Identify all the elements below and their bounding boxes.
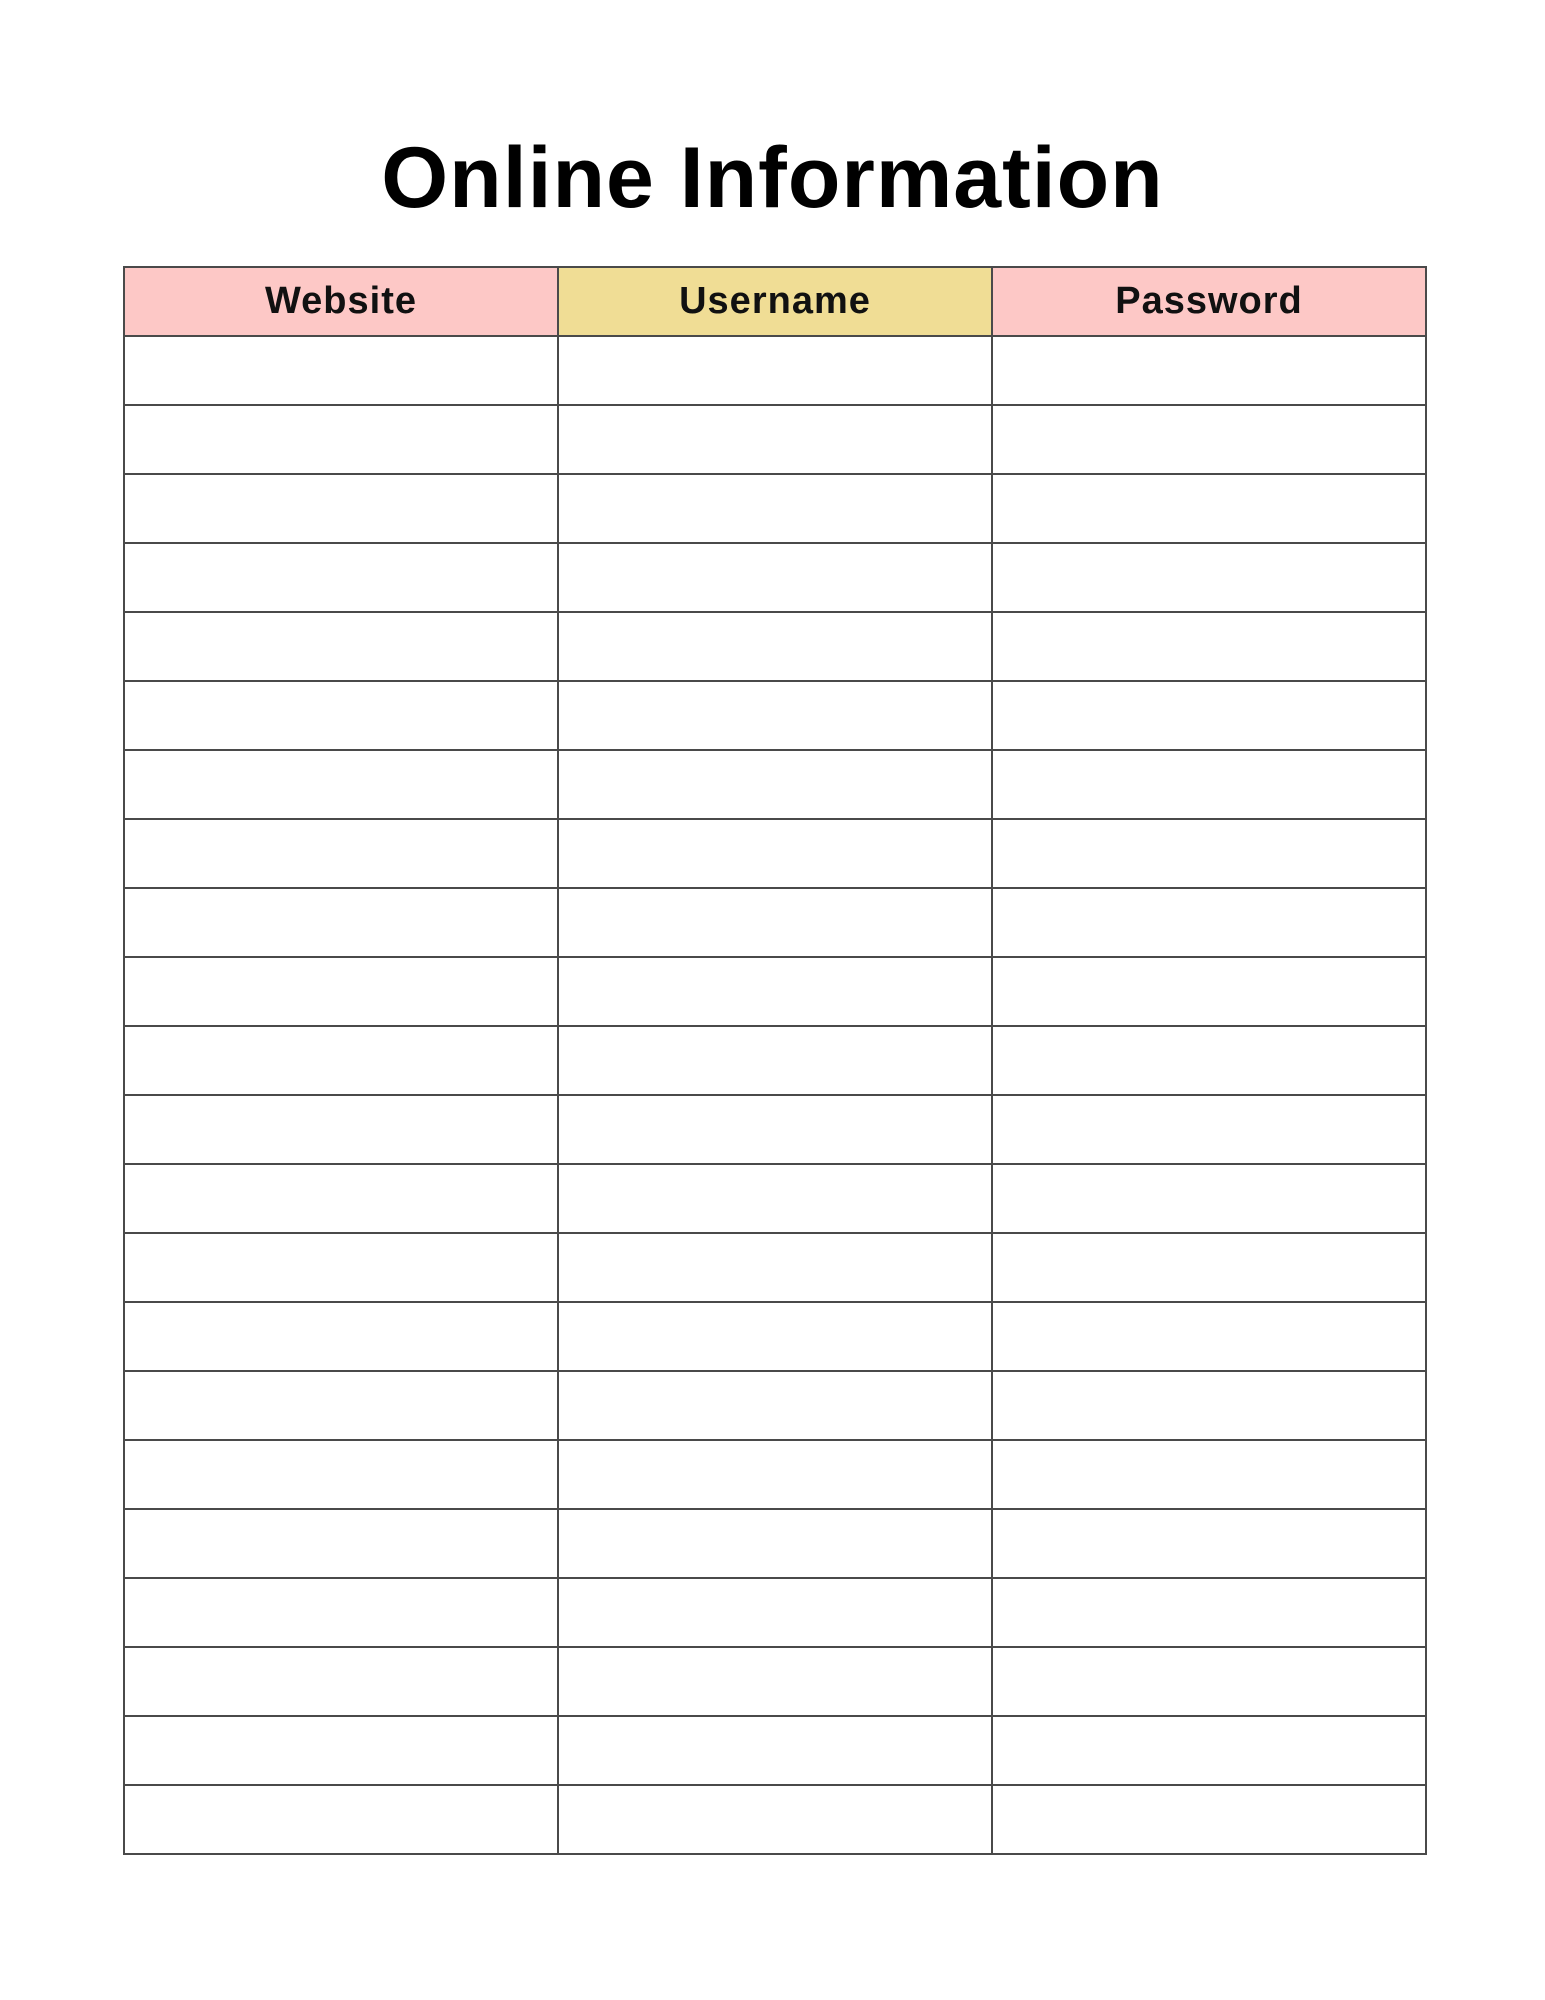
username-cell[interactable] bbox=[558, 750, 992, 819]
table-row bbox=[124, 1371, 1426, 1440]
website-cell[interactable] bbox=[124, 1302, 558, 1371]
website-cell[interactable] bbox=[124, 543, 558, 612]
website-cell[interactable] bbox=[124, 681, 558, 750]
table-row bbox=[124, 957, 1426, 1026]
password-cell[interactable] bbox=[992, 1302, 1426, 1371]
column-header-website: Website bbox=[124, 267, 558, 336]
password-cell[interactable] bbox=[992, 1647, 1426, 1716]
username-cell[interactable] bbox=[558, 1578, 992, 1647]
table-row bbox=[124, 888, 1426, 957]
username-cell[interactable] bbox=[558, 1785, 992, 1854]
table-row bbox=[124, 750, 1426, 819]
username-cell[interactable] bbox=[558, 405, 992, 474]
username-cell[interactable] bbox=[558, 888, 992, 957]
username-cell[interactable] bbox=[558, 1647, 992, 1716]
password-cell[interactable] bbox=[992, 957, 1426, 1026]
password-cell[interactable] bbox=[992, 612, 1426, 681]
website-cell[interactable] bbox=[124, 1716, 558, 1785]
username-cell[interactable] bbox=[558, 1716, 992, 1785]
username-cell[interactable] bbox=[558, 681, 992, 750]
table-row bbox=[124, 405, 1426, 474]
table-row bbox=[124, 1785, 1426, 1854]
table-row bbox=[124, 543, 1426, 612]
website-cell[interactable] bbox=[124, 750, 558, 819]
username-cell[interactable] bbox=[558, 474, 992, 543]
password-cell[interactable] bbox=[992, 888, 1426, 957]
website-cell[interactable] bbox=[124, 1095, 558, 1164]
website-cell[interactable] bbox=[124, 612, 558, 681]
table-row bbox=[124, 612, 1426, 681]
username-cell[interactable] bbox=[558, 1440, 992, 1509]
password-cell[interactable] bbox=[992, 1716, 1426, 1785]
website-cell[interactable] bbox=[124, 957, 558, 1026]
website-cell[interactable] bbox=[124, 1164, 558, 1233]
table-row bbox=[124, 1026, 1426, 1095]
password-cell[interactable] bbox=[992, 336, 1426, 405]
password-cell[interactable] bbox=[992, 474, 1426, 543]
website-cell[interactable] bbox=[124, 1509, 558, 1578]
table-row bbox=[124, 1716, 1426, 1785]
table-row bbox=[124, 336, 1426, 405]
username-cell[interactable] bbox=[558, 1095, 992, 1164]
website-cell[interactable] bbox=[124, 1371, 558, 1440]
password-cell[interactable] bbox=[992, 819, 1426, 888]
username-cell[interactable] bbox=[558, 612, 992, 681]
password-cell[interactable] bbox=[992, 1578, 1426, 1647]
username-cell[interactable] bbox=[558, 1509, 992, 1578]
website-cell[interactable] bbox=[124, 1026, 558, 1095]
table-body bbox=[124, 336, 1426, 1854]
online-info-table bbox=[123, 266, 1427, 1855]
username-cell[interactable] bbox=[558, 543, 992, 612]
table-row bbox=[124, 681, 1426, 750]
table-row bbox=[124, 474, 1426, 543]
table-row bbox=[124, 819, 1426, 888]
password-cell[interactable] bbox=[992, 1440, 1426, 1509]
password-cell[interactable] bbox=[992, 1371, 1426, 1440]
website-cell[interactable] bbox=[124, 474, 558, 543]
column-header-password: Password bbox=[992, 267, 1426, 336]
password-cell[interactable] bbox=[992, 1164, 1426, 1233]
username-cell[interactable] bbox=[558, 1371, 992, 1440]
password-cell[interactable] bbox=[992, 750, 1426, 819]
password-cell[interactable] bbox=[992, 1233, 1426, 1302]
username-cell[interactable] bbox=[558, 819, 992, 888]
table-row bbox=[124, 1164, 1426, 1233]
username-cell[interactable] bbox=[558, 336, 992, 405]
table-row bbox=[124, 1095, 1426, 1164]
username-cell[interactable] bbox=[558, 1026, 992, 1095]
table-row bbox=[124, 1302, 1426, 1371]
password-cell[interactable] bbox=[992, 1509, 1426, 1578]
table-row bbox=[124, 1233, 1426, 1302]
password-cell[interactable] bbox=[992, 543, 1426, 612]
page-title: Online Information bbox=[381, 130, 1164, 226]
table-row bbox=[124, 1578, 1426, 1647]
username-cell[interactable] bbox=[558, 957, 992, 1026]
username-cell[interactable] bbox=[558, 1302, 992, 1371]
website-cell[interactable] bbox=[124, 1578, 558, 1647]
website-cell[interactable] bbox=[124, 405, 558, 474]
table-header-row bbox=[124, 267, 1426, 336]
website-cell[interactable] bbox=[124, 1440, 558, 1509]
password-cell[interactable] bbox=[992, 1095, 1426, 1164]
website-cell[interactable] bbox=[124, 1785, 558, 1854]
username-cell[interactable] bbox=[558, 1233, 992, 1302]
table-row bbox=[124, 1647, 1426, 1716]
website-cell[interactable] bbox=[124, 819, 558, 888]
website-cell[interactable] bbox=[124, 888, 558, 957]
password-cell[interactable] bbox=[992, 405, 1426, 474]
username-cell[interactable] bbox=[558, 1164, 992, 1233]
password-cell[interactable] bbox=[992, 681, 1426, 750]
website-cell[interactable] bbox=[124, 1647, 558, 1716]
password-cell[interactable] bbox=[992, 1026, 1426, 1095]
table-row bbox=[124, 1509, 1426, 1578]
table-row bbox=[124, 1440, 1426, 1509]
column-header-username: Username bbox=[558, 267, 992, 336]
website-cell[interactable] bbox=[124, 1233, 558, 1302]
password-cell[interactable] bbox=[992, 1785, 1426, 1854]
website-cell[interactable] bbox=[124, 336, 558, 405]
